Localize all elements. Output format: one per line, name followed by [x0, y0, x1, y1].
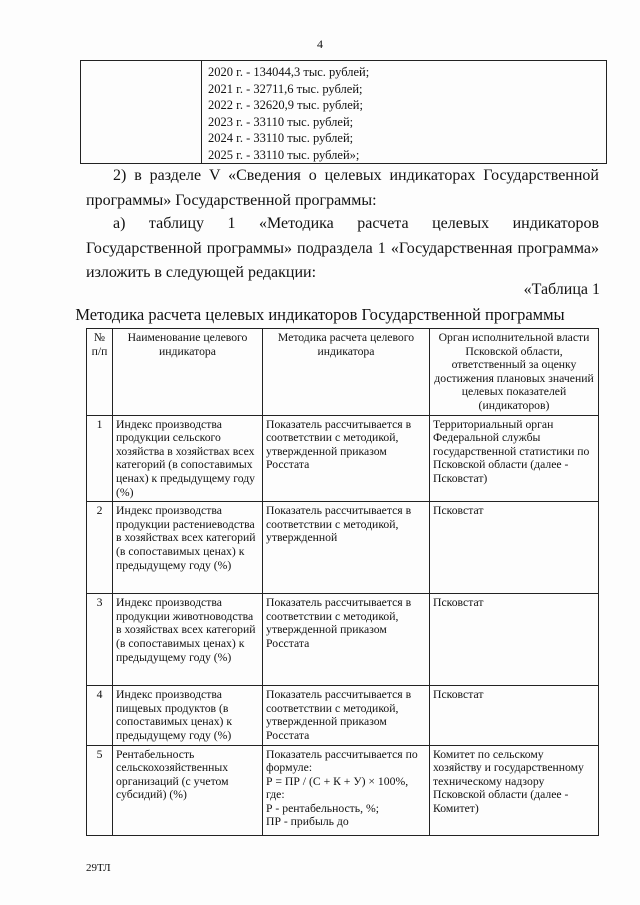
table-header-row [87, 329, 599, 416]
method-formula: Р = ПР / (С + К + У) × 100%, [266, 774, 409, 788]
row-num: 3 [87, 594, 113, 686]
row-method: Показатель рассчитывается в соответствии с методикой, утвержденной приказом Росстата [263, 415, 430, 502]
row-org: Псковстат [430, 502, 599, 594]
row-name: Индекс производства продукции животноводства в хозяйствах всех категорий (в сопоставимых ценах) к предыдущему году (%) [113, 594, 263, 686]
row-org: Псковстат [430, 594, 599, 686]
funding-line: 2025 г. - 33110 тыс. рублей»; [208, 147, 360, 162]
row-num: 5 [87, 745, 113, 835]
paragraph-section-v: 2) в разделе V «Сведения о целевых индикаторах Государственной программы» Государственной программы: [86, 167, 599, 209]
row-name: Индекс производства пищевых продуктов (в сопоставимых ценах) к предыдущему году (%) [113, 686, 263, 745]
row-method: Показатель рассчитывается в соответствии с методикой, утвержденной [263, 502, 430, 594]
header-org: Орган исполнительной власти Псковской области, ответственный за оценку достижения плановых значений целевых показателей (индикаторов) [430, 329, 599, 416]
table-row [87, 686, 599, 745]
funding-line: 2022 г. - 32620,9 тыс. рублей; [208, 98, 363, 112]
method-definition: ПР - прибыль до [266, 815, 349, 829]
row-method: Показатель рассчитывается в соответствии с методикой, утвержденной приказом Росстата [263, 594, 430, 686]
method-intro: Показатель рассчитывается по формуле: [266, 747, 418, 775]
funding-table [80, 60, 607, 164]
method-where: где: [266, 788, 285, 802]
header-num: № п/п [87, 329, 113, 416]
funding-line: 2024 г. - 33110 тыс. рублей; [208, 131, 354, 145]
row-name: Рентабельность сельскохозяйственных организаций (с учетом субсидий) (%) [113, 745, 263, 835]
row-method: Показатель рассчитывается в соответствии с методикой, утвержденной приказом Росстата [263, 686, 430, 745]
indicators-table [86, 328, 599, 836]
header-name: Наименование целевого индикатора [113, 329, 263, 416]
table-row [87, 745, 599, 835]
paragraph-table-1-instruction: а) таблицу 1 «Методика расчета целевых индикаторов Государственной программы» подраздела 1 «Государственная программа» изложить в следующей редакции: [86, 215, 599, 281]
row-name: Индекс производства продукции сельского хозяйства в хозяйствах всех категорий (в сопоставимых ценах) к предыдущему году (%) [113, 415, 263, 502]
table-title: Методика расчета целевых индикаторов Государственной программы [75, 305, 565, 324]
row-num: 2 [87, 502, 113, 594]
page-number: 4 [317, 37, 323, 51]
table-row [87, 415, 599, 502]
table-row [87, 502, 599, 594]
table-row [87, 594, 599, 686]
funding-line: 2023 г. - 33110 тыс. рублей; [208, 114, 354, 129]
header-method: Методика расчета целевого индикатора [263, 329, 430, 416]
funding-line: 2020 г. - 134044,3 тыс. рублей; [208, 65, 370, 79]
row-org: Псковстат [430, 686, 599, 745]
row-num: 1 [87, 415, 113, 502]
funding-label-cell [81, 61, 202, 164]
document-code: 29ТЛ [86, 862, 111, 874]
funding-line: 2021 г. - 32711,6 тыс. рублей; [208, 81, 363, 96]
table-label: «Таблица 1 [523, 281, 600, 298]
row-method [263, 745, 430, 835]
row-name: Индекс производства продукции растениеводства в хозяйствах всех категорий (в сопоставимых ценах) к предыдущему году (%) [113, 502, 263, 594]
method-definition: Р - рентабельность, %; [266, 801, 379, 815]
row-org: Территориальный орган Федеральной службы государственной статистики по Псковской области (далее - Псковстат) [430, 415, 599, 502]
funding-values-cell [202, 61, 607, 164]
row-num: 4 [87, 686, 113, 745]
row-org: Комитет по сельскому хозяйству и государственному техническому надзору Псковской области (далее - Комитет) [430, 745, 599, 835]
